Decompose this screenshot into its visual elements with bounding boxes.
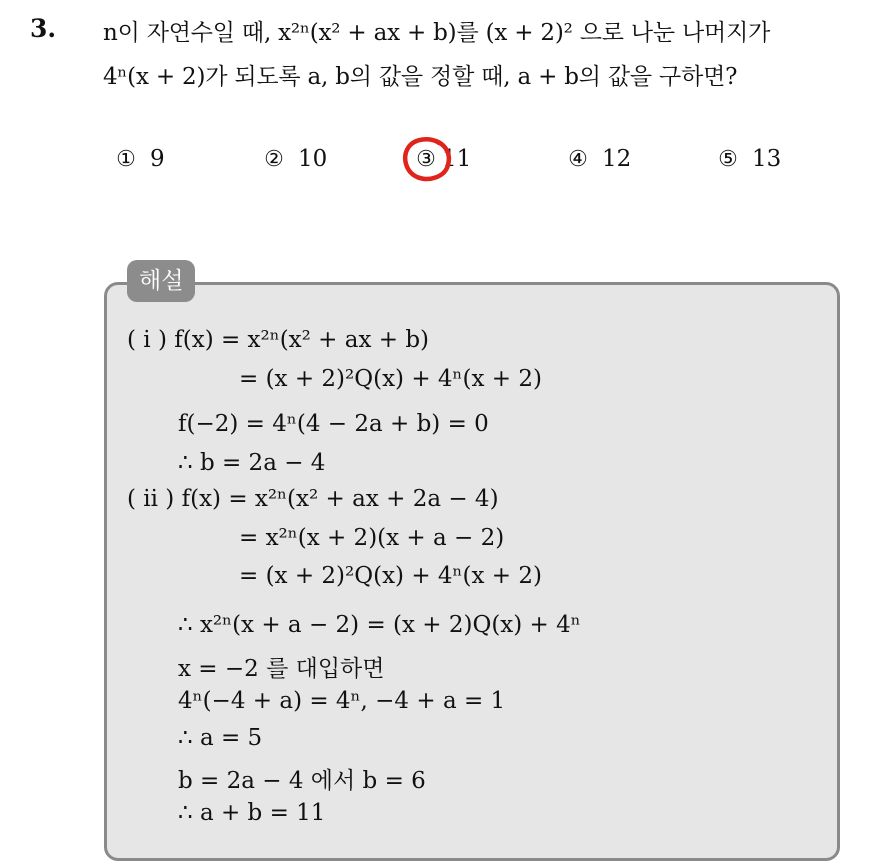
choice-1[interactable] [114, 146, 165, 172]
question-number: 3. [30, 14, 57, 43]
solution-line-13: ∴ a + b = 11 [178, 800, 326, 826]
solution-line-4: ∴ b = 2a − 4 [178, 450, 326, 476]
solution-tag: 해설 [127, 260, 195, 302]
choice-2-value: 10 [298, 146, 328, 172]
choice-4-value: 12 [602, 146, 632, 172]
solution-line-8: ∴ x²ⁿ(x + a − 2) = (x + 2)Q(x) + 4ⁿ [178, 612, 581, 638]
choice-2[interactable] [262, 146, 327, 172]
choice-3-mark: ③ [416, 146, 436, 172]
choice-4[interactable] [566, 146, 631, 172]
solution-line-6: = x²ⁿ(x + 2)(x + a − 2) [239, 525, 505, 551]
solution-line-12: b = 2a − 4 에서 b = 6 [178, 768, 426, 794]
solution-line-11: ∴ a = 5 [178, 725, 263, 751]
choice-1-value: 9 [150, 146, 165, 172]
choice-2-mark: ② [264, 146, 284, 172]
solution-line-9: x = −2 를 대입하면 [178, 656, 385, 682]
choice-5[interactable] [716, 146, 781, 172]
solution-line-10: 4ⁿ(−4 + a) = 4ⁿ, −4 + a = 1 [178, 688, 506, 714]
choice-5-value: 13 [752, 146, 782, 172]
solution-line-3: f(−2) = 4ⁿ(4 − 2a + b) = 0 [178, 411, 489, 437]
solution-line-5: ( ii ) f(x) = x²ⁿ(x² + ax + 2a − 4) [127, 486, 499, 512]
question-line-2: 4ⁿ(x + 2)가 되도록 a, b의 값을 정할 때, a + b의 값을 구하면? [103, 64, 738, 90]
solution-line-7: = (x + 2)²Q(x) + 4ⁿ(x + 2) [239, 563, 542, 589]
answer-circle-annotation [401, 136, 453, 182]
solution-line-1: ( i ) f(x) = x²ⁿ(x² + ax + b) [127, 327, 430, 353]
question-line-1: n이 자연수일 때, x²ⁿ(x² + ax + b)를 (x + 2)² 으로 나눈 나머지가 [103, 20, 771, 46]
choice-1-mark: ① [116, 146, 136, 172]
solution-line-2: = (x + 2)²Q(x) + 4ⁿ(x + 2) [239, 366, 542, 392]
choice-5-mark: ⑤ [718, 146, 738, 172]
choice-3-value: 11 [442, 146, 472, 172]
choice-4-mark: ④ [568, 146, 588, 172]
